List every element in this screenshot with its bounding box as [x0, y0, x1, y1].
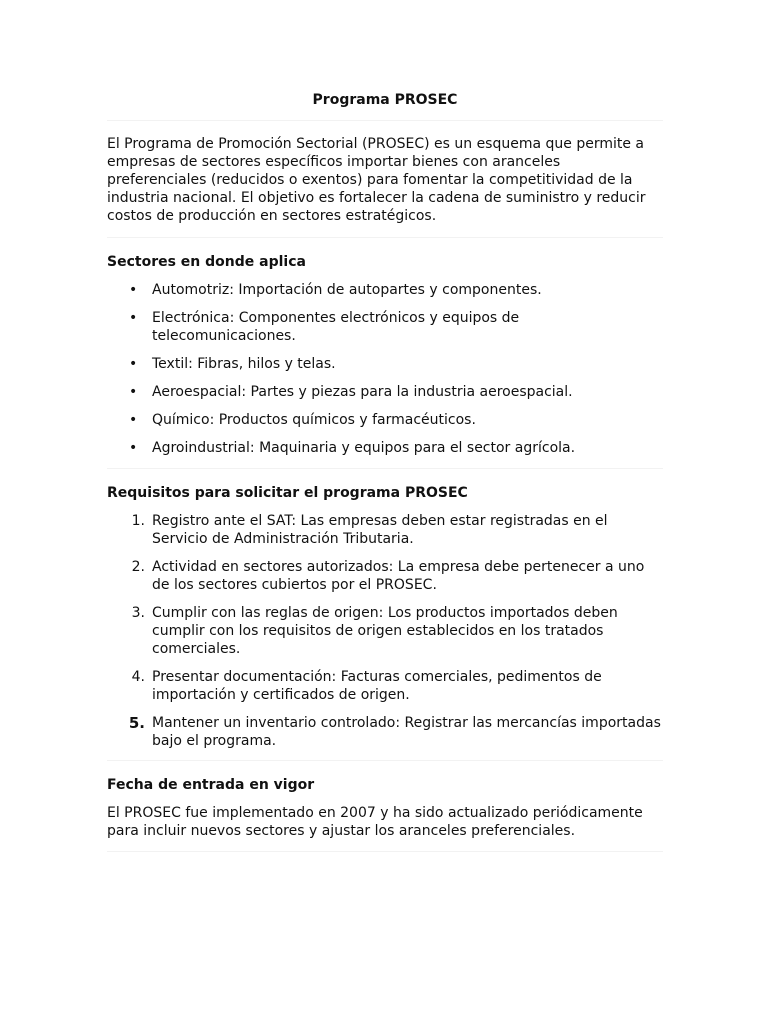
requisitos-list [107, 512, 663, 750]
bullet-icon: • [129, 440, 138, 456]
list-item [107, 383, 663, 401]
sectores-section [107, 238, 663, 469]
numbered-item-text: Cumplir con las reglas de origen: Los productos importados deben cumplir con los requisitos de origen establecidos en los tratados comerciales. [152, 605, 618, 657]
numbered-item [107, 668, 663, 704]
item-number: 4. [131, 669, 145, 685]
list-item-text: Textil: Fibras, hilos y telas. [152, 356, 336, 372]
list-item-text: Electrónica: Componentes electrónicos y equipos de telecomunicaciones. [152, 310, 520, 344]
bullet-icon: • [129, 356, 138, 372]
numbered-item [107, 558, 663, 594]
list-item [107, 355, 663, 373]
item-number: 2. [131, 559, 145, 575]
list-item-text: Automotriz: Importación de autopartes y componentes. [152, 282, 542, 298]
sectores-list [107, 281, 663, 457]
requisitos-section [107, 469, 663, 761]
numbered-item [107, 512, 663, 548]
intro-paragraph: El Programa de Promoción Sectorial (PROSEC) es un esquema que permite a empresas de sectores específicos importar bienes con aranceles preferenciales (reducidos o exentos) para fomentar la competitividad de la industria nacional. El objetivo es fortalecer la cadena de suministro y reducir costos de producción en sectores estratégicos. [107, 136, 646, 224]
document-title: Programa PROSEC [107, 90, 663, 121]
bullet-icon: • [129, 412, 138, 428]
document-content [107, 90, 663, 852]
numbered-item [107, 604, 663, 658]
numbered-item-text: Actividad en sectores autorizados: La empresa debe pertenecer a uno de los sectores cubiertos por el PROSEC. [152, 559, 645, 593]
numbered-item-text: Registro ante el SAT: Las empresas deben estar registradas en el Servicio de Administración Tributaria. [152, 513, 608, 547]
item-number: 3. [131, 605, 145, 621]
bullet-icon: • [129, 384, 138, 400]
list-item [107, 411, 663, 429]
list-item-text: Aeroespacial: Partes y piezas para la industria aeroespacial. [152, 384, 573, 400]
numbered-item-text: Mantener un inventario controlado: Registrar las mercancías importadas bajo el programa. [152, 715, 661, 749]
sectores-heading: Sectores en donde aplica [107, 254, 306, 270]
fecha-paragraph: El PROSEC fue implementado en 2007 y ha sido actualizado periódicamente para incluir nuevos sectores y ajustar los aranceles preferenciales. [107, 805, 643, 839]
numbered-item [107, 714, 663, 750]
list-item [107, 281, 663, 299]
fecha-section [107, 761, 663, 852]
requisitos-heading: Requisitos para solicitar el programa PROSEC [107, 485, 468, 501]
list-item [107, 439, 663, 457]
intro-section [107, 131, 663, 238]
item-number: 5. [128, 714, 145, 732]
numbered-item-text: Presentar documentación: Facturas comerciales, pedimentos de importación y certificados de origen. [152, 669, 602, 703]
item-number: 1. [131, 513, 145, 529]
list-item [107, 309, 663, 345]
bullet-icon: • [129, 282, 138, 298]
list-item-text: Agroindustrial: Maquinaria y equipos para el sector agrícola. [152, 440, 576, 456]
list-item-text: Químico: Productos químicos y farmacéuticos. [152, 412, 476, 428]
bullet-icon: • [129, 310, 138, 326]
fecha-heading: Fecha de entrada en vigor [107, 777, 315, 793]
